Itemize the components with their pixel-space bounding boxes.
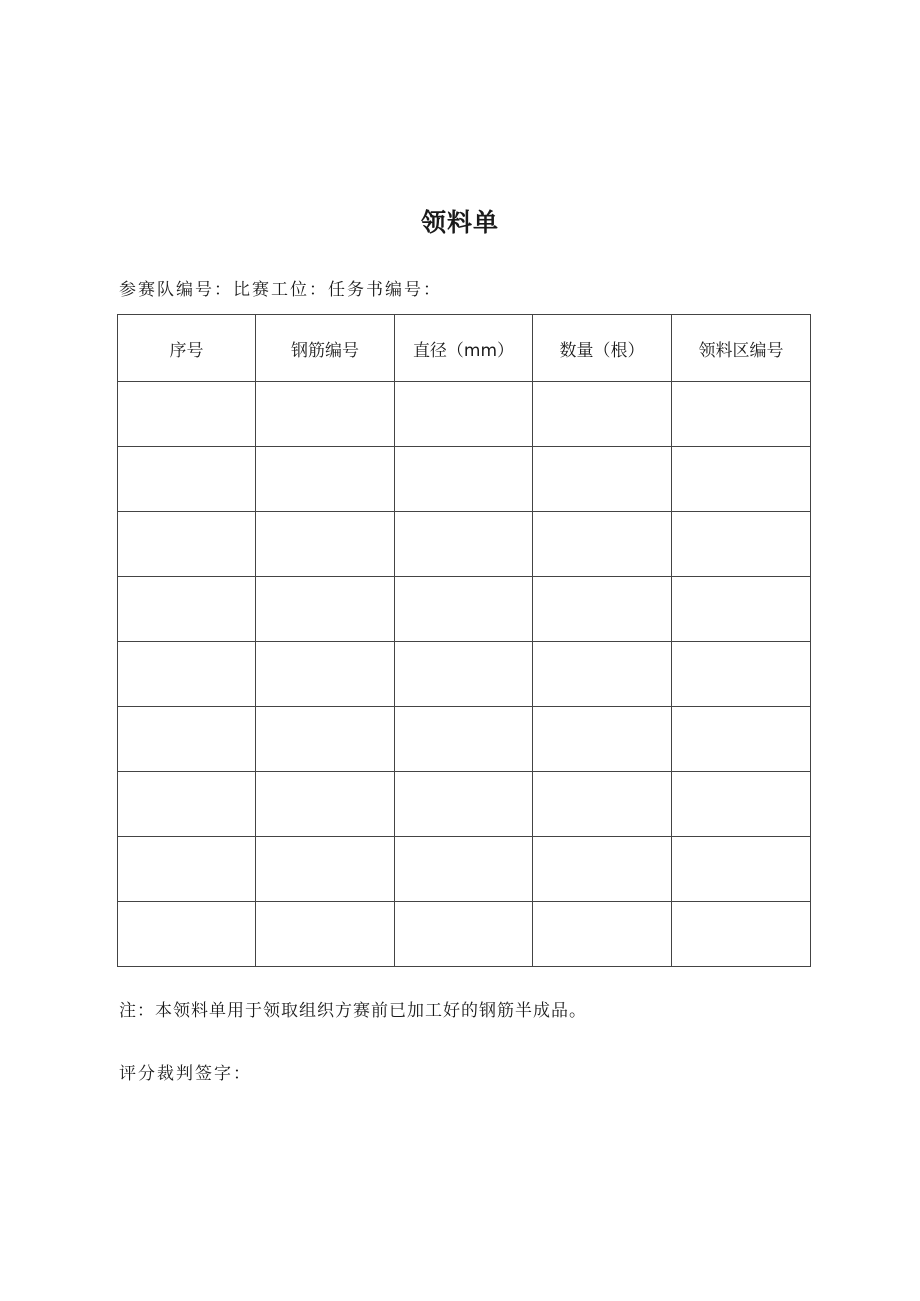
table-cell[interactable] [256, 577, 395, 642]
column-header-quantity: 数量（根） [533, 315, 672, 382]
table-cell[interactable] [533, 837, 672, 902]
table-row [118, 447, 811, 512]
table-cell[interactable] [672, 577, 811, 642]
table-cell[interactable] [256, 772, 395, 837]
table-cell[interactable] [672, 707, 811, 772]
table-cell[interactable] [118, 902, 256, 967]
table-cell[interactable] [118, 707, 256, 772]
table-row [118, 902, 811, 967]
table-cell[interactable] [672, 447, 811, 512]
referee-signature-label: 评分裁判签字： [119, 1064, 252, 1084]
table-cell[interactable] [118, 382, 256, 447]
table-cell[interactable] [395, 577, 533, 642]
table-body [118, 382, 811, 967]
table-header-row [118, 315, 811, 382]
table-row [118, 772, 811, 837]
table-cell[interactable] [395, 837, 533, 902]
table-cell[interactable] [533, 772, 672, 837]
table-cell[interactable] [672, 772, 811, 837]
table-row [118, 512, 811, 577]
table-cell[interactable] [256, 382, 395, 447]
column-header-index: 序号 [118, 315, 256, 382]
table-row [118, 707, 811, 772]
table-row [118, 837, 811, 902]
table-cell[interactable] [533, 902, 672, 967]
table-cell[interactable] [256, 642, 395, 707]
table-row [118, 577, 811, 642]
table-cell[interactable] [395, 447, 533, 512]
table-cell[interactable] [395, 707, 533, 772]
table-cell[interactable] [256, 902, 395, 967]
table-row [118, 642, 811, 707]
table-row [118, 382, 811, 447]
table-cell[interactable] [395, 512, 533, 577]
table-cell[interactable] [533, 512, 672, 577]
table-cell[interactable] [118, 772, 256, 837]
team-info-line: 参赛队编号：比赛工位：任务书编号： [119, 280, 442, 300]
footnote: 注：本领料单用于领取组织方赛前已加工好的钢筋半成品。 [119, 1001, 587, 1021]
column-header-diameter: 直径（mm） [395, 315, 533, 382]
column-header-rebar-id: 钢筋编号 [256, 315, 395, 382]
table-cell[interactable] [118, 837, 256, 902]
table-cell[interactable] [118, 447, 256, 512]
table-cell[interactable] [256, 707, 395, 772]
table-cell[interactable] [395, 902, 533, 967]
material-requisition-table [117, 314, 811, 967]
table-cell[interactable] [256, 447, 395, 512]
column-header-pickup-area: 领料区编号 [672, 315, 811, 382]
table-cell[interactable] [672, 382, 811, 447]
table-cell[interactable] [395, 382, 533, 447]
table-cell[interactable] [533, 707, 672, 772]
table-cell[interactable] [118, 642, 256, 707]
page-title: 领料单 [420, 208, 499, 237]
table-cell[interactable] [395, 642, 533, 707]
table-cell[interactable] [256, 837, 395, 902]
table-cell[interactable] [256, 512, 395, 577]
table-cell[interactable] [533, 382, 672, 447]
table-cell[interactable] [118, 512, 256, 577]
table-cell[interactable] [672, 902, 811, 967]
table-cell[interactable] [672, 837, 811, 902]
table-cell[interactable] [672, 642, 811, 707]
table-cell[interactable] [672, 512, 811, 577]
table-cell[interactable] [395, 772, 533, 837]
table-cell[interactable] [533, 447, 672, 512]
table-cell[interactable] [533, 642, 672, 707]
table-cell[interactable] [533, 577, 672, 642]
table-cell[interactable] [118, 577, 256, 642]
